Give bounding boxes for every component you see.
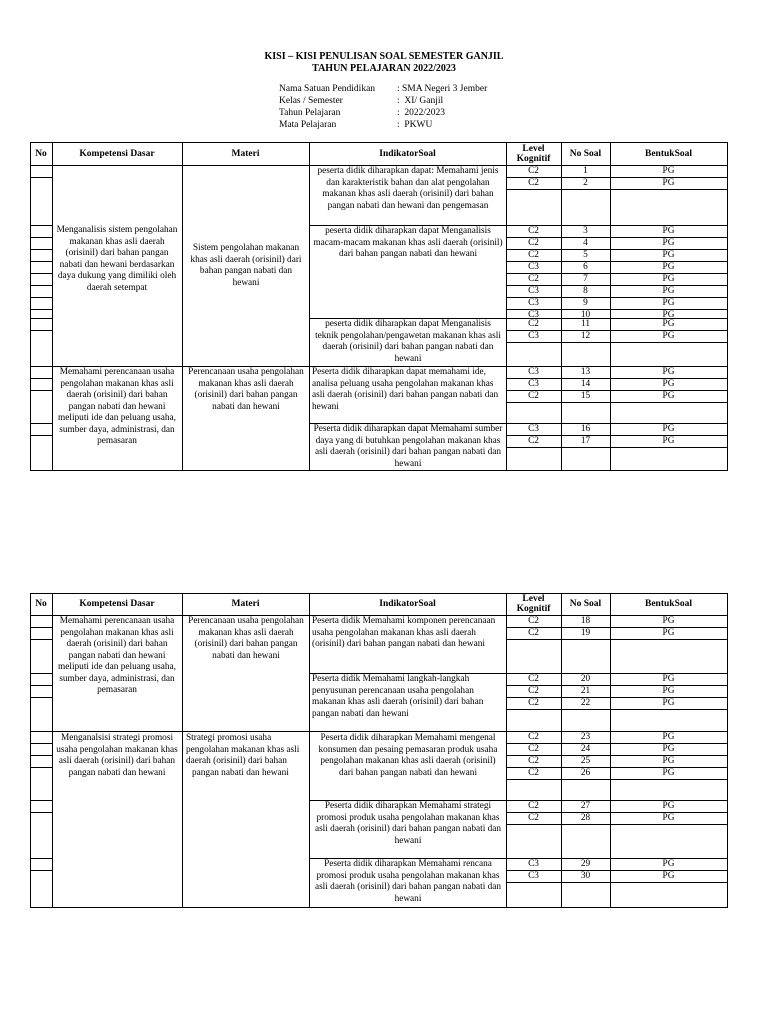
kompetensi-dasar-cell: Memahami perencanaan usaha pengolahan makanan khas asli daerah (orisinil) dari bahan pangan nabati dan hewani meliputi ide dan peluang usaha, sumber daya, administrasi, dan pemasaran [58, 367, 176, 446]
bentuk-soal-cell: PG [662, 628, 675, 638]
level-kognitif-cell: C3 [528, 310, 539, 320]
bentuk-soal-cell: PG [662, 859, 675, 869]
no-soal-cell: 8 [583, 286, 588, 296]
bentuk-soal-cell: PG [662, 756, 675, 766]
level-kognitif-cell: C2 [528, 391, 539, 401]
level-kognitif-cell: C2 [528, 319, 539, 329]
bentuk-soal-cell: PG [662, 178, 675, 188]
level-kognitif-cell: C2 [528, 178, 539, 188]
bentuk-soal-cell: PG [662, 698, 675, 708]
identity-block [279, 83, 487, 131]
indikator-cell: Peserta didik Memahami komponen perencanaan usaha pengolahan makanan khas asli daerah (orisinil) dari bahan pangan nabati dan hewani [312, 616, 496, 649]
kompetensi-dasar-cell: Menganalsisi strategi promosi usaha pengolahan makanan khas asli daerah (orisinil) dari bahan pangan nabati dan hewani [56, 733, 178, 778]
no-soal-cell: 16 [580, 424, 591, 434]
bentuk-soal-cell: PG [662, 768, 675, 778]
bentuk-soal-cell: PG [662, 226, 675, 236]
meta-row [279, 107, 487, 119]
col-header-materi: Materi [231, 148, 260, 159]
bentuk-soal-cell: PG [662, 732, 675, 742]
level-kognitif-cell: C2 [528, 698, 539, 708]
bentuk-soal-cell: PG [662, 871, 675, 881]
col-header-level-line2: Kognitif [516, 153, 551, 164]
col-header-indikator: IndikatorSoal [379, 148, 436, 159]
meta-value: : XI/ Ganjil [397, 96, 444, 106]
level-kognitif-cell: C2 [528, 628, 539, 638]
level-kognitif-cell: C2 [528, 250, 539, 260]
level-kognitif-cell: C2 [528, 813, 539, 823]
kompetensi-dasar-cell: Memahami perencanaan usaha pengolahan makanan khas asli daerah (orisinil) dari bahan pangan nabati dan hewani meliputi ide dan peluang usaha, sumber daya, administrasi, dan pemasaran [58, 616, 176, 695]
bentuk-soal-cell: PG [662, 166, 675, 176]
meta-row [279, 83, 487, 95]
no-soal-cell: 23 [580, 732, 591, 742]
no-soal-cell: 5 [583, 250, 588, 260]
no-soal-cell: 29 [580, 859, 591, 869]
no-soal-cell: 10 [580, 310, 591, 320]
level-kognitif-cell: C2 [528, 226, 539, 236]
meta-label: Kelas / Semester [279, 96, 343, 106]
col-header-no: No [35, 599, 47, 609]
indikator-cell: peserta didik diharapkan dapat Menganalisis macam-macam makanan khas asli daerah (orisinil) dari bahan pangan nabati dan hewani [313, 226, 503, 259]
bentuk-soal-cell: PG [662, 813, 675, 823]
col-header-no-soal: No Soal [569, 599, 602, 609]
col-header-no: No [35, 148, 47, 159]
bentuk-soal-cell: PG [662, 379, 675, 389]
level-kognitif-cell: C2 [528, 616, 539, 626]
level-kognitif-cell: C2 [528, 768, 539, 778]
meta-label: Mata Pelajaran [279, 120, 337, 130]
no-soal-cell: 24 [580, 744, 591, 754]
no-soal-cell: 17 [580, 436, 591, 446]
level-kognitif-cell: C2 [528, 801, 539, 811]
no-soal-cell: 22 [580, 698, 591, 708]
indikator-cell: Peserta didik diharapkan dapat Memahami sumber daya yang di butuhkan pengolahan makanan khas asli daerah (orisinil) dari bahan pangan nabati dan hewani [313, 424, 503, 469]
indikator-cell: Peserta didik Memahami langkah-langkah penyusunan perencanaan usaha pengolahan makanan khas asli daerah (orisinil) dari bahan pangan nabati dan hewani [312, 674, 484, 719]
meta-row [279, 119, 487, 131]
materi-cell: Perencanaan usaha pengolahan makanan khas asli daerah (orisinil) dari bahan pangan nabati dan hewani [188, 367, 304, 412]
level-kognitif-cell: C3 [528, 331, 539, 341]
bentuk-soal-cell: PG [662, 238, 675, 248]
bentuk-soal-cell: PG [662, 744, 675, 754]
no-soal-cell: 2 [583, 178, 588, 188]
kisi-table-1 [30, 142, 728, 471]
materi-cell: Perencanaan usaha pengolahan makanan khas asli daerah (orisinil) dari bahan pangan nabati dan hewani [188, 616, 304, 661]
indikator-cell: Peserta didik diharapkan Memahami rencana promosi produk usaha pengolahan makanan khas asli daerah (orisinil) dari bahan pangan nabati dan hewani [314, 859, 502, 904]
bentuk-soal-cell: PG [662, 298, 675, 308]
no-soal-cell: 14 [580, 379, 591, 389]
bentuk-soal-cell: PG [662, 250, 675, 260]
no-soal-cell: 3 [583, 226, 588, 236]
bentuk-soal-cell: PG [662, 274, 675, 284]
bentuk-soal-cell: PG [662, 262, 675, 272]
bentuk-soal-cell: PG [662, 331, 675, 341]
level-kognitif-cell: C2 [528, 166, 539, 176]
col-header-kompetensi-dasar: Kompetensi Dasar [79, 148, 155, 159]
no-soal-cell: 1 [583, 166, 588, 176]
level-kognitif-cell: C2 [528, 274, 539, 284]
no-soal-cell: 19 [580, 628, 591, 638]
indikator-cell: Peserta didik diharapkan dapat memahami ide, analisa peluang usaha pengolahan makanan khas asli daerah (orisinil) dari bahan pangan nabati dan hewani [312, 367, 499, 412]
level-kognitif-cell: C2 [528, 744, 539, 754]
bentuk-soal-cell: PG [662, 391, 675, 401]
col-header-level-kognitif [506, 593, 561, 615]
meta-label: Tahun Pelajaran [279, 108, 341, 118]
bentuk-soal-cell: PG [662, 801, 675, 811]
level-kognitif-cell: C2 [528, 686, 539, 696]
col-header-indikator: IndikatorSoal [379, 599, 436, 609]
meta-value: : PKWU [397, 120, 433, 130]
indikator-cell: Peserta didik diharapkan Memahami strategi promosi produk usaha pengolahan makanan khas asli daerah (orisinil) dari bahan pangan nabati dan hewani [314, 801, 502, 846]
kisi-table-2 [30, 593, 728, 908]
no-soal-cell: 26 [580, 768, 591, 778]
materi-cell: Sistem pengolahan makanan khas asli daerah (orisinil) dari bahan pangan nabati dan hewani [190, 243, 302, 288]
no-soal-cell: 7 [583, 274, 588, 284]
level-kognitif-cell: C3 [528, 367, 539, 377]
materi-cell [186, 733, 307, 779]
meta-label: Nama Satuan Pendidikan [279, 84, 376, 94]
no-soal-cell: 21 [580, 686, 591, 696]
col-header-level-line2: Kognitif [516, 604, 551, 614]
no-soal-cell: 20 [580, 674, 591, 684]
indikator-cell: Peserta didik diharapkan Memahami mengenal konsumen dan pesaing pemasaran produk usaha pengolahan makanan khas asli daerah (orisinil) dari bahan pangan nabati dan hewani [318, 733, 498, 778]
no-soal-cell: 13 [580, 367, 591, 377]
no-soal-cell: 27 [580, 801, 591, 811]
col-header-level-line1: Level [522, 594, 545, 604]
bentuk-soal-cell: PG [662, 367, 675, 377]
bentuk-soal-cell: PG [662, 319, 675, 329]
indikator-cell: peserta didik diharapkan dapat Menganalisis teknik pengolahan/pengawetan makanan khas asli daerah (orisinil) dari bahan pangan nabati dan hewani [315, 319, 501, 364]
materi-text-continued: pangan nabati dan hewani [192, 767, 289, 778]
no-soal-cell: 28 [580, 813, 591, 823]
no-soal-cell: 9 [583, 298, 588, 308]
bentuk-soal-cell: PG [662, 686, 675, 696]
level-kognitif-cell: C3 [528, 424, 539, 434]
kompetensi-dasar-cell: Menganalisis sistem pengolahan makanan khas asli daerah (orisinil) dari bahan pangan nabati dan hewani berdasarkan daya dukung yang dimiliki oleh daerah setempat [56, 225, 178, 293]
level-kognitif-cell: C2 [528, 756, 539, 766]
materi-text: Strategi promosi usaha pengolahan makanan khas asli daerah (orisinil) dari bahan [186, 733, 300, 766]
col-header-no-soal: No Soal [569, 148, 602, 159]
bentuk-soal-cell: PG [662, 424, 675, 434]
bentuk-soal-cell: PG [662, 310, 675, 320]
no-soal-cell: 18 [580, 616, 591, 626]
no-soal-cell: 12 [580, 331, 591, 341]
level-kognitif-cell: C3 [528, 871, 539, 881]
meta-value: : 2022/2023 [397, 108, 446, 118]
col-header-kompetensi-dasar: Kompetensi Dasar [79, 599, 155, 609]
col-header-level-line1: Level [522, 143, 545, 154]
level-kognitif-cell: C3 [528, 262, 539, 272]
col-header-materi: Materi [231, 599, 260, 609]
level-kognitif-cell: C2 [528, 732, 539, 742]
document-subtitle: TAHUN PELAJARAN 2022/2023 [312, 63, 456, 74]
level-kognitif-cell: C2 [528, 674, 539, 684]
meta-value: : SMA Negeri 3 Jember [397, 84, 488, 94]
level-kognitif-cell: C2 [528, 436, 539, 446]
document-title: KISI – KISI PENULISAN SOAL SEMESTER GANJIL [264, 51, 504, 62]
level-kognitif-cell: C3 [528, 379, 539, 389]
col-header-level-kognitif [506, 142, 561, 165]
level-kognitif-cell: C2 [528, 238, 539, 248]
level-kognitif-cell: C3 [528, 859, 539, 869]
bentuk-soal-cell: PG [662, 674, 675, 684]
bentuk-soal-cell: PG [662, 616, 675, 626]
no-soal-cell: 25 [580, 756, 591, 766]
col-header-bentuk-soal: BentukSoal [645, 599, 692, 609]
indikator-cell: peserta didik diharapkan dapat: Memahami jenis dan karakteristik bahan dan alat pengolahan makanan khas asli daerah (orisinil) dari bahan pangan nabati dan hewani dan pengemasan [317, 166, 499, 211]
col-header-bentuk-soal: BentukSoal [645, 148, 692, 159]
level-kognitif-cell: C3 [528, 298, 539, 308]
no-soal-cell: 4 [583, 238, 588, 248]
level-kognitif-cell: C3 [528, 286, 539, 296]
no-soal-cell: 6 [583, 262, 588, 272]
meta-row [279, 95, 487, 107]
no-soal-cell: 15 [580, 391, 591, 401]
bentuk-soal-cell: PG [662, 286, 675, 296]
bentuk-soal-cell: PG [662, 436, 675, 446]
no-soal-cell: 11 [581, 319, 590, 329]
no-soal-cell: 30 [580, 871, 591, 881]
